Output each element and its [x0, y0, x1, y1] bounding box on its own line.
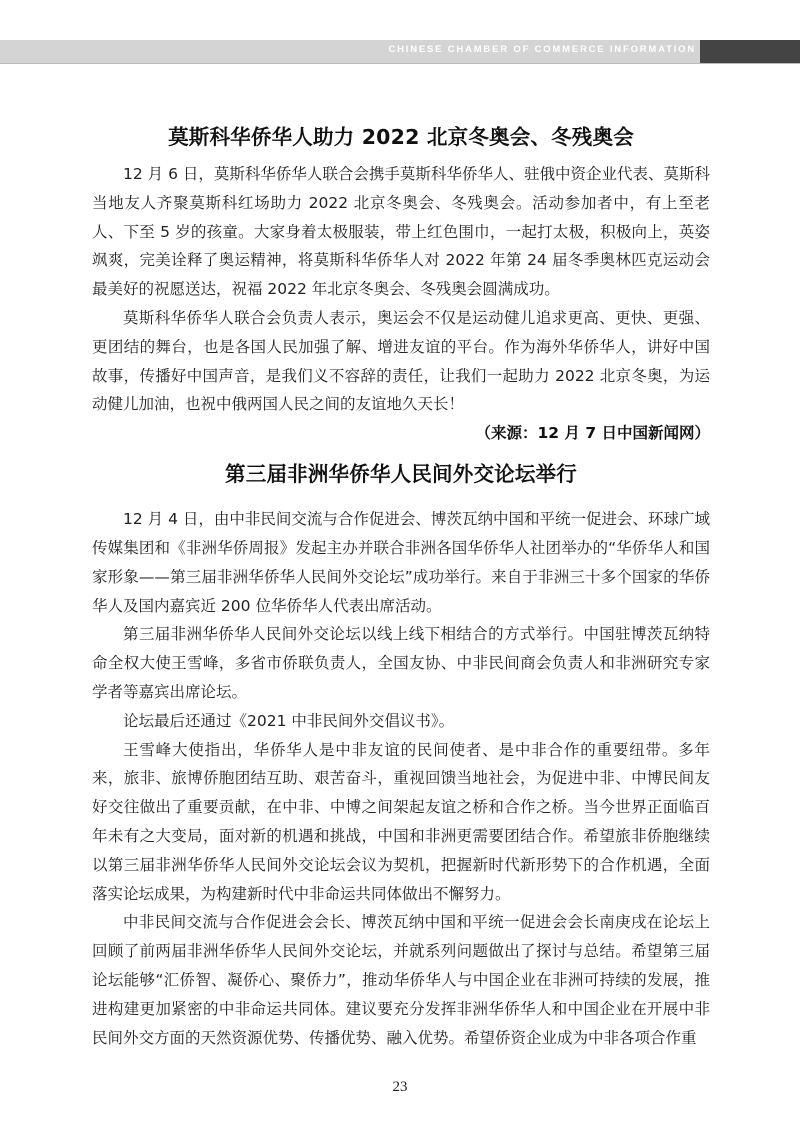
- header-banner-text: CHINESE CHAMBER OF COMMERCE INFORMATION: [388, 44, 696, 55]
- article-2-paragraph: 12 月 4 日，由中非民间交流与合作促进会、博茨瓦纳中国和平统一促进会、环球广域传媒集团和《非洲华侨周报》发起主办并联合非洲各国华侨华人社团举办的“华侨华人和国家形象——第三届非洲华侨华人民间外交论坛”成功举行。来自于非洲三十多个国家的华侨华人及国内嘉宾近 200 位华侨华人代表出席活动。: [92, 510, 710, 615]
- article-2-paragraph: 论坛最后还通过《2021 中非民间外交倡议书》。: [123, 711, 455, 730]
- article-2-paragraph: 第三届非洲华侨华人民间外交论坛以线上线下相结合的方式举行。中国驻博茨瓦纳特命全权大使王雪峰，多省市侨联负责人，全国友协、中非民间商会负责人和非洲研究专家学者等嘉宾出席论坛。: [92, 625, 710, 701]
- header-divider: [0, 63, 800, 64]
- header-banner-dark-block: [700, 40, 800, 63]
- article-title-2: 第三届非洲华侨华人民间外交论坛举行: [225, 462, 577, 487]
- article-2-paragraph: 中非民间交流与合作促进会会长、博茨瓦纳中国和平统一促进会会长南庚戌在论坛上回顾了前两届非洲华侨华人民间外交论坛，并就系列问题做出了探讨与总结。希望第三届论坛能够“汇侨智、凝侨心、聚侨力”，推动华侨华人与中国企业在非洲可持续的发展，推进构建更加紧密的中非命运共同体。建议要充分发挥非洲华侨华人和中国企业在开展中非民间外交方面的天然资源优势、传播优势、融入优势。希望侨资企业成为中非各项合作重: [92, 913, 710, 1047]
- page-content: [92, 108, 710, 1052]
- article-1-paragraph: 12 月 6 日，莫斯科华侨华人联合会携手莫斯科华侨华人、驻俄中资企业代表、莫斯科当地友人齐聚莫斯科红场助力 2022 北京冬奥会、冬残奥会。活动参加者中，有上至老人、下至 5 岁的孩童。大家身着太极服装，带上红色围巾，一起打太极，积极向上，英姿飒爽，完美诠释了奥运精神，将莫斯科华侨华人对 2022 年第 24 届冬季奥林匹克运动会最美好的祝愿送达，祝福 2022 年北京冬奥会、冬残奥会圆满成功。: [92, 165, 710, 299]
- article-title-1: 莫斯科华侨华人助力 2022 北京冬奥会、冬残奥会: [168, 125, 634, 149]
- source-citation: （来源：12 月 7 日中国新闻网）: [475, 424, 710, 443]
- article-1-paragraph: [92, 304, 710, 443]
- article-2-paragraph: 王雪峰大使指出，华侨华人是中非友谊的民间使者、是中非合作的重要纽带。多年来，旅非、旅博侨胞团结互助、艰苦奋斗，重视回馈当地社会，为促进中非、中博民间友好交往做出了重要贡献，在中非、中博之间架起友谊之桥和合作之桥。当今世界正面临百年未有之大变局，面对新的机遇和挑战，中国和非洲更需要团结合作。希望旅非侨胞继续以第三届非洲华侨华人民间外交论坛会议为契机，把握新时代新形势下的合作机遇，全面落实论坛成果，为构建新时代中非命运共同体做出不懈努力。: [92, 740, 710, 903]
- page-number: 23: [392, 1079, 408, 1095]
- article-1-paragraph-text: 莫斯科华侨华人联合会负责人表示，奥运会不仅是运动健儿追求更高、更快、更强、更团结的舞台，也是各国人民加强了解、增进友谊的平台。作为海外华侨华人，讲好中国故事，传播好中国声音，是我们义不容辞的责任，让我们一起助力 2022 北京冬奥，为运动健儿加油，也祝中俄两国人民之间的友谊地久天长！: [92, 308, 710, 414]
